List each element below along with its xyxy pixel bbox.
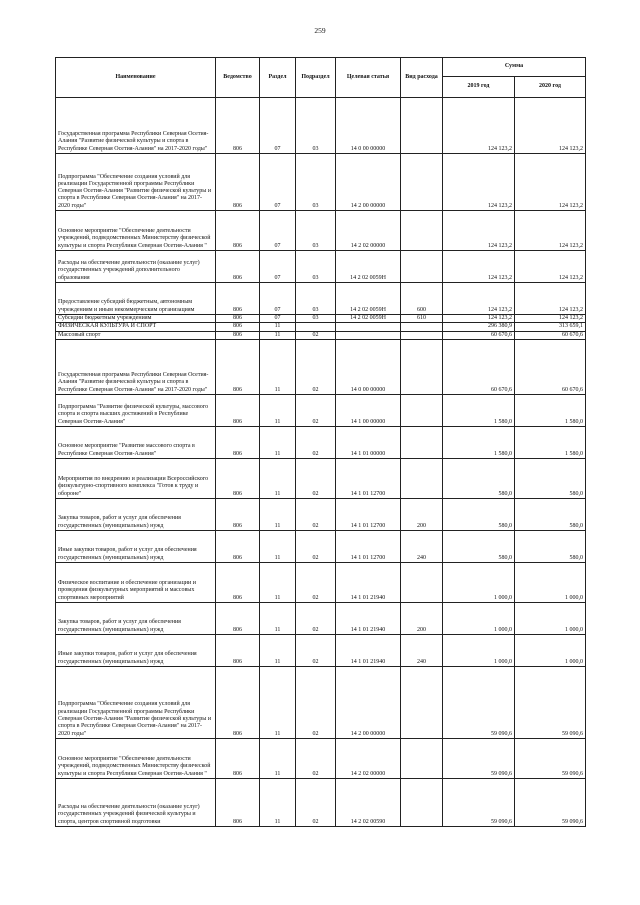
cell-cel: 14 1 00 00000 bbox=[336, 394, 401, 426]
cell-y2019: 124 123,2 bbox=[443, 98, 515, 154]
cell-y2020: 124 123,2 bbox=[515, 251, 586, 283]
table-row bbox=[56, 458, 586, 498]
cell-name: Иные закупки товаров, работ и услуг для обеспечения государственных (муниципальных) нужд bbox=[56, 530, 216, 562]
cell-ved: 806 bbox=[216, 778, 260, 826]
cell-raz: 11 bbox=[260, 426, 296, 458]
cell-cel: 14 2 02 00000 bbox=[336, 738, 401, 778]
cell-name: ФИЗИЧЕСКАЯ КУЛЬТУРА И СПОРТ bbox=[56, 323, 216, 331]
cell-y2020: 1 000,0 bbox=[515, 634, 586, 666]
cell-cel: 14 0 00 00000 bbox=[336, 98, 401, 154]
cell-pod: 02 bbox=[296, 666, 336, 738]
table-row bbox=[56, 211, 586, 251]
table-row bbox=[56, 562, 586, 602]
cell-cel: 14 1 01 12700 bbox=[336, 498, 401, 530]
header-ved: Ведомство bbox=[216, 58, 260, 98]
header-name: Наименование bbox=[56, 58, 216, 98]
cell-y2019: 1 580,0 bbox=[443, 426, 515, 458]
cell-y2019: 59 090,6 bbox=[443, 738, 515, 778]
cell-y2019: 124 123,2 bbox=[443, 211, 515, 251]
cell-vid: 600 bbox=[401, 283, 443, 315]
cell-vid bbox=[401, 154, 443, 211]
cell-cel: 14 2 00 00000 bbox=[336, 154, 401, 211]
cell-raz: 07 bbox=[260, 283, 296, 315]
cell-pod: 02 bbox=[296, 562, 336, 602]
cell-cel: 14 1 01 21940 bbox=[336, 634, 401, 666]
cell-pod: 02 bbox=[296, 634, 336, 666]
cell-vid bbox=[401, 323, 443, 331]
cell-name: Предоставление субсидий бюджетным, автономным учреждениям и иным некоммерческим организациям bbox=[56, 283, 216, 315]
cell-ved: 806 bbox=[216, 530, 260, 562]
cell-raz: 11 bbox=[260, 323, 296, 331]
table-row bbox=[56, 498, 586, 530]
cell-name: Мероприятия по внедрению и реализации Всероссийского физкультурно-спортивного комплекса "Готов к труду и обороне" bbox=[56, 458, 216, 498]
cell-raz: 11 bbox=[260, 602, 296, 634]
cell-cel: 14 1 01 21940 bbox=[336, 562, 401, 602]
cell-ved: 806 bbox=[216, 666, 260, 738]
table-row bbox=[56, 394, 586, 426]
cell-y2020: 59 090,6 bbox=[515, 778, 586, 826]
header-2020: 2020 год bbox=[515, 77, 586, 98]
cell-pod: 02 bbox=[296, 339, 336, 394]
cell-ved: 806 bbox=[216, 283, 260, 315]
cell-pod: 03 bbox=[296, 283, 336, 315]
cell-pod: 02 bbox=[296, 778, 336, 826]
cell-vid bbox=[401, 331, 443, 339]
cell-raz: 11 bbox=[260, 562, 296, 602]
cell-ved: 806 bbox=[216, 339, 260, 394]
page-number: 259 bbox=[314, 26, 326, 35]
cell-vid bbox=[401, 339, 443, 394]
cell-name: Физическое воспитание и обеспечение организации и проведения физкультурных мероприятий и массовых спортивных мероприятий bbox=[56, 562, 216, 602]
cell-cel bbox=[336, 323, 401, 331]
cell-y2020: 580,0 bbox=[515, 530, 586, 562]
cell-pod: 03 bbox=[296, 211, 336, 251]
cell-y2019: 296 380,9 bbox=[443, 323, 515, 331]
cell-ved: 806 bbox=[216, 98, 260, 154]
cell-ved: 806 bbox=[216, 498, 260, 530]
cell-raz: 11 bbox=[260, 666, 296, 738]
cell-name: Подпрограмма "Обеспечение создания условий для реализации Государственной программы Республики Северная Осетия-Алания "Развитие физической культуры и спорта в Республике Северная Осетия-Алания" на 2017-2020 годы" bbox=[56, 666, 216, 738]
cell-name: Расходы на обеспечение деятельности (оказание услуг) государственных учреждений дополнительного образования bbox=[56, 251, 216, 283]
cell-vid: 240 bbox=[401, 634, 443, 666]
cell-name: Массовый спорт bbox=[56, 331, 216, 339]
cell-ved: 806 bbox=[216, 331, 260, 339]
cell-vid bbox=[401, 778, 443, 826]
header-vid: Вид расхода bbox=[401, 58, 443, 98]
cell-raz: 11 bbox=[260, 331, 296, 339]
cell-vid bbox=[401, 562, 443, 602]
cell-cel: 14 2 02 0059Н bbox=[336, 251, 401, 283]
table-row bbox=[56, 251, 586, 283]
cell-y2019: 59 090,6 bbox=[443, 778, 515, 826]
cell-ved: 806 bbox=[216, 426, 260, 458]
cell-y2020: 59 090,6 bbox=[515, 666, 586, 738]
table-header bbox=[56, 58, 586, 98]
cell-ved: 806 bbox=[216, 154, 260, 211]
cell-pod: 03 bbox=[296, 315, 336, 323]
cell-raz: 07 bbox=[260, 315, 296, 323]
table-row bbox=[56, 339, 586, 394]
cell-y2019: 580,0 bbox=[443, 498, 515, 530]
cell-raz: 11 bbox=[260, 394, 296, 426]
cell-y2020: 60 670,6 bbox=[515, 331, 586, 339]
cell-ved: 806 bbox=[216, 738, 260, 778]
cell-name: Подпрограмма "Развитие физической культуры, массового спорта и спорта высших достижений в Республике Северная Осетия-Алания" bbox=[56, 394, 216, 426]
header-2019: 2019 год bbox=[443, 77, 515, 98]
cell-name: Закупка товаров, работ и услуг для обеспечения государственных (муниципальных) нужд bbox=[56, 498, 216, 530]
cell-pod: 02 bbox=[296, 394, 336, 426]
cell-ved: 806 bbox=[216, 394, 260, 426]
cell-pod: 02 bbox=[296, 331, 336, 339]
cell-y2019: 124 123,2 bbox=[443, 154, 515, 211]
table-row bbox=[56, 634, 586, 666]
table-row bbox=[56, 331, 586, 339]
cell-y2019: 580,0 bbox=[443, 530, 515, 562]
header-podrazdel: Подраздел bbox=[296, 58, 336, 98]
cell-y2020: 60 670,6 bbox=[515, 339, 586, 394]
cell-y2019: 1 000,0 bbox=[443, 602, 515, 634]
cell-y2020: 124 123,2 bbox=[515, 315, 586, 323]
cell-y2020: 1 000,0 bbox=[515, 602, 586, 634]
cell-y2020: 124 123,2 bbox=[515, 211, 586, 251]
cell-name: Иные закупки товаров, работ и услуг для обеспечения государственных (муниципальных) нужд bbox=[56, 634, 216, 666]
cell-raz: 11 bbox=[260, 339, 296, 394]
cell-name: Основное мероприятие "Развитие массового спорта в Республике Северная Осетия-Алания" bbox=[56, 426, 216, 458]
table-body bbox=[56, 98, 586, 827]
cell-vid: 200 bbox=[401, 602, 443, 634]
cell-vid bbox=[401, 98, 443, 154]
cell-cel bbox=[336, 331, 401, 339]
cell-ved: 806 bbox=[216, 634, 260, 666]
cell-raz: 11 bbox=[260, 458, 296, 498]
cell-name: Основное мероприятие "Обеспечение деятельности учреждений, подведомственных Министерству физической культуры и спорта Республики Северная Осетия-Алания " bbox=[56, 738, 216, 778]
cell-pod: 02 bbox=[296, 426, 336, 458]
cell-pod: 02 bbox=[296, 498, 336, 530]
table-row bbox=[56, 530, 586, 562]
cell-name: Государственная программа Республики Северная Осетия-Алания "Развитие физической культуры и спорта в Республике Северная Осетия-Алания" на 2017-2020 годы" bbox=[56, 98, 216, 154]
cell-cel: 14 1 01 12700 bbox=[336, 530, 401, 562]
cell-ved: 806 bbox=[216, 458, 260, 498]
cell-cel: 14 1 01 21940 bbox=[336, 602, 401, 634]
cell-vid: 200 bbox=[401, 498, 443, 530]
cell-y2020: 580,0 bbox=[515, 458, 586, 498]
table-row bbox=[56, 323, 586, 331]
table-row bbox=[56, 426, 586, 458]
cell-raz: 07 bbox=[260, 211, 296, 251]
cell-raz: 11 bbox=[260, 778, 296, 826]
cell-y2020: 59 090,6 bbox=[515, 738, 586, 778]
cell-y2019: 1 580,0 bbox=[443, 394, 515, 426]
budget-table bbox=[55, 57, 586, 827]
cell-y2019: 124 123,2 bbox=[443, 251, 515, 283]
cell-raz: 07 bbox=[260, 154, 296, 211]
cell-vid bbox=[401, 251, 443, 283]
cell-vid bbox=[401, 211, 443, 251]
cell-y2020: 580,0 bbox=[515, 498, 586, 530]
cell-pod: 02 bbox=[296, 602, 336, 634]
cell-y2020: 1 580,0 bbox=[515, 394, 586, 426]
cell-vid bbox=[401, 738, 443, 778]
cell-raz: 07 bbox=[260, 98, 296, 154]
cell-ved: 806 bbox=[216, 602, 260, 634]
cell-raz: 11 bbox=[260, 530, 296, 562]
table-row bbox=[56, 98, 586, 154]
cell-y2019: 580,0 bbox=[443, 458, 515, 498]
cell-raz: 07 bbox=[260, 251, 296, 283]
cell-ved: 806 bbox=[216, 323, 260, 331]
cell-y2019: 60 670,6 bbox=[443, 331, 515, 339]
cell-name: Основное мероприятие "Обеспечение деятельности учреждений, подведомственных Министерству физической культуры и спорта Республики Северная Осетия-Алания " bbox=[56, 211, 216, 251]
cell-cel: 14 0 00 00000 bbox=[336, 339, 401, 394]
cell-ved: 806 bbox=[216, 562, 260, 602]
table-row bbox=[56, 154, 586, 211]
cell-vid bbox=[401, 666, 443, 738]
cell-name: Закупка товаров, работ и услуг для обеспечения государственных (муниципальных) нужд bbox=[56, 602, 216, 634]
cell-name: Субсидии бюджетным учреждениям bbox=[56, 315, 216, 323]
table-row bbox=[56, 315, 586, 323]
cell-vid bbox=[401, 458, 443, 498]
cell-y2019: 124 123,2 bbox=[443, 315, 515, 323]
cell-y2019: 1 000,0 bbox=[443, 634, 515, 666]
cell-y2020: 1 000,0 bbox=[515, 562, 586, 602]
cell-vid bbox=[401, 394, 443, 426]
cell-ved: 806 bbox=[216, 251, 260, 283]
cell-y2020: 1 580,0 bbox=[515, 426, 586, 458]
cell-ved: 806 bbox=[216, 211, 260, 251]
table-row bbox=[56, 283, 586, 315]
header-summa: Сумма bbox=[443, 58, 586, 77]
cell-pod: 02 bbox=[296, 458, 336, 498]
table-row bbox=[56, 738, 586, 778]
header-celevaya: Целевая статья bbox=[336, 58, 401, 98]
cell-y2020: 124 123,2 bbox=[515, 283, 586, 315]
cell-pod bbox=[296, 323, 336, 331]
cell-name: Подпрограмма "Обеспечение создания условий для реализации Государственной программы Республики Северная Осетия-Алания "Развитие физической культуры и спорта в Республике Северная Осетия-Алания" на 2017-2020 годы" bbox=[56, 154, 216, 211]
cell-raz: 11 bbox=[260, 634, 296, 666]
header-razdel: Раздел bbox=[260, 58, 296, 98]
cell-ved: 806 bbox=[216, 315, 260, 323]
table-row bbox=[56, 602, 586, 634]
cell-y2020: 313 659,1 bbox=[515, 323, 586, 331]
cell-y2019: 59 090,6 bbox=[443, 666, 515, 738]
cell-cel: 14 2 02 0059Н bbox=[336, 315, 401, 323]
cell-y2019: 1 000,0 bbox=[443, 562, 515, 602]
cell-y2020: 124 123,2 bbox=[515, 98, 586, 154]
cell-pod: 03 bbox=[296, 98, 336, 154]
cell-cel: 14 2 02 0059Н bbox=[336, 283, 401, 315]
cell-name: Расходы на обеспечение деятельности (оказание услуг) государственных учреждений физической культуры и спорта, центров спортивной подготовки bbox=[56, 778, 216, 826]
cell-y2019: 124 123,2 bbox=[443, 283, 515, 315]
cell-vid bbox=[401, 426, 443, 458]
table-row bbox=[56, 778, 586, 826]
cell-pod: 02 bbox=[296, 530, 336, 562]
cell-pod: 03 bbox=[296, 251, 336, 283]
cell-vid: 610 bbox=[401, 315, 443, 323]
cell-cel: 14 2 00 00000 bbox=[336, 666, 401, 738]
cell-pod: 03 bbox=[296, 154, 336, 211]
table-row bbox=[56, 666, 586, 738]
cell-y2019: 60 670,6 bbox=[443, 339, 515, 394]
cell-pod: 02 bbox=[296, 738, 336, 778]
cell-raz: 11 bbox=[260, 738, 296, 778]
cell-cel: 14 2 02 00000 bbox=[336, 211, 401, 251]
cell-y2020: 124 123,2 bbox=[515, 154, 586, 211]
cell-raz: 11 bbox=[260, 498, 296, 530]
cell-cel: 14 2 02 00590 bbox=[336, 778, 401, 826]
cell-cel: 14 1 01 12700 bbox=[336, 458, 401, 498]
cell-vid: 240 bbox=[401, 530, 443, 562]
cell-cel: 14 1 01 00000 bbox=[336, 426, 401, 458]
cell-name: Государственная программа Республики Северная Осетия-Алания "Развитие физической культуры и спорта в Республике Северная Осетия-Алания" на 2017-2020 годы" bbox=[56, 339, 216, 394]
